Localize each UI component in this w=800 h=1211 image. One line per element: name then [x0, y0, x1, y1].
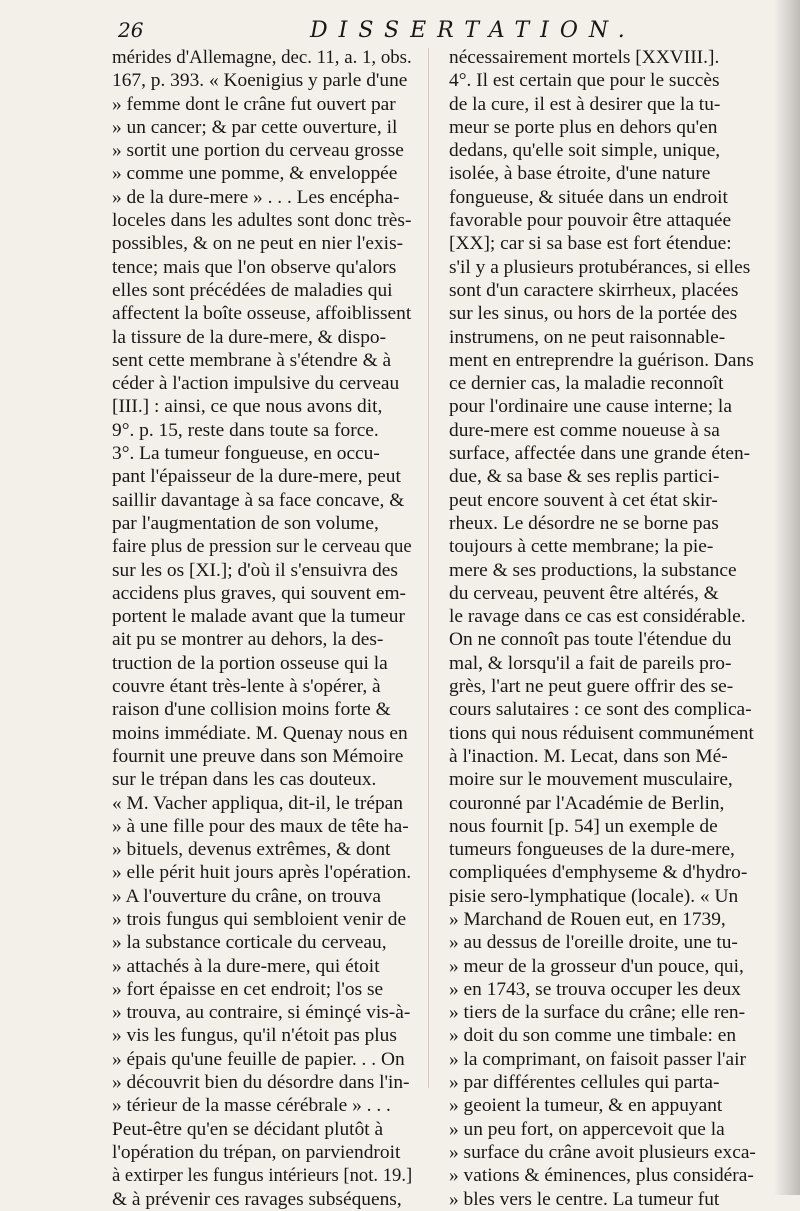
text-line: saillir davantage à sa face concave, & — [112, 489, 405, 511]
text-line: la tissure de la dure-mere, & dispo- — [112, 326, 387, 348]
text-line: » bles vers le centre. La tumeur fut — [449, 1188, 720, 1210]
text-line: de la cure, il est à desirer que la tu- — [449, 93, 721, 115]
text-line: » trouva, au contraire, si éminçé vis-à- — [112, 1002, 411, 1024]
text-line: » femme dont le crâne fut ouvert par — [112, 93, 396, 115]
text-line: ait pu se montrer au dehors, la des- — [112, 629, 384, 651]
text-line: » en 1743, se trouva occuper les deux — [449, 978, 741, 1000]
text-line: fongueuse, & située dans un endroit — [449, 186, 728, 208]
text-line: cours salutaires : ce sont des complica- — [449, 699, 752, 721]
text-line: ment en entreprendre la guérison. Dans — [449, 349, 754, 371]
text-line: » doit du son comme une timbale: en — [449, 1025, 737, 1047]
text-line: » un peu fort, on appercevoit que la — [449, 1118, 725, 1140]
text-line: » épais qu'une feuille de papier. . . On — [112, 1048, 405, 1070]
text-line: couvre étant très-lente à s'opérer, à — [112, 676, 381, 698]
text-line: pour l'ordinaire une cause interne; la — [449, 396, 732, 418]
text-line: surface, affectée dans une grande éten- — [449, 443, 751, 465]
page-number: 26 — [118, 18, 144, 42]
right-column — [449, 46, 769, 1211]
text-line: » meur de la grosseur d'un pouce, qui, — [449, 955, 744, 977]
text-line: couronné par l'Académie de Berlin, — [449, 792, 725, 814]
text-line: mal, & lorsqu'il a fait de pareils pro- — [449, 652, 732, 674]
text-line: « M. Vacher appliqua, dit-il, le trépan — [112, 792, 403, 814]
text-line: nécessairement mortels [XXVIII.]. — [449, 47, 720, 68]
text-line: » vis les fungus, qu'il n'étoit pas plus — [112, 1025, 397, 1047]
text-line: par l'augmentation de son volume, — [112, 512, 379, 534]
text-line: grès, l'art ne peut guere offrir des se- — [449, 676, 734, 698]
text-line: rheux. Le désordre ne se borne pas — [449, 512, 719, 534]
text-line: » elle périt huit jours après l'opération. — [112, 862, 412, 884]
text-line: nous fournit [p. 54] un exemple de — [449, 815, 718, 837]
text-line: On ne connoît pas toute l'étendue du — [449, 629, 732, 651]
text-line: moins immédiate. M. Quenay nous en — [112, 722, 408, 744]
text-line: » fort épaisse en cet endroit; l'os se — [112, 978, 384, 1000]
text-line: pant l'épaisseur de la dure-mere, peut — [112, 466, 401, 488]
text-line: » par différentes cellules qui parta- — [449, 1072, 720, 1094]
text-line: moire sur le mouvement musculaire, — [449, 769, 733, 791]
text-line: 3°. La tumeur fongueuse, en occu- — [112, 443, 380, 465]
text-line: peut encore souvent à cet état skir- — [449, 489, 718, 511]
text-line: mere & ses productions, la substance — [449, 559, 737, 581]
text-line: tence; mais que l'on observe qu'alors — [112, 256, 397, 278]
text-line: Peut-être qu'en se décidant plutôt à — [112, 1118, 384, 1140]
text-line: 4°. Il est certain que pour le succès — [449, 70, 720, 92]
text-line: elles sont précédées de maladies qui — [112, 279, 393, 301]
text-line: due, & sa base & ses replis partici- — [449, 466, 720, 488]
text-line: » tiers de la surface du crâne; elle ren- — [449, 1002, 746, 1024]
text-line: » térieur de la masse cérébrale » . . . — [112, 1095, 391, 1117]
text-line: isolée, à base étroite, d'une nature — [449, 163, 711, 185]
text-line: [XX]; car si sa base est fort étendue: — [449, 233, 732, 255]
text-line: ce dernier cas, la maladie reconnoît — [449, 373, 724, 395]
text-line: céder à l'action impulsive du cerveau — [112, 373, 400, 395]
text-line: sur les os [XI.]; d'où il s'ensuivra des — [112, 559, 398, 581]
text-line: truction de la portion osseuse qui la — [112, 652, 388, 674]
text-line: » un cancer; & par cette ouverture, il — [112, 116, 398, 138]
text-line: possibles, & on ne peut en nier l'exis- — [112, 233, 404, 255]
text-line: » Marchand de Rouen eut, en 1739, — [449, 908, 726, 930]
text-line: » au dessus de l'oreille droite, une tu- — [449, 932, 738, 954]
text-line: sur les sinus, ou hors de la portée des — [449, 303, 738, 325]
text-line: portent le malade avant que la tumeur — [112, 606, 405, 628]
text-line: mérides d'Allemagne, dec. 11, a. 1, obs. — [112, 47, 412, 68]
text-line: loceles dans les adultes sont donc très- — [112, 210, 412, 232]
text-line: sent cette membrane à s'étendre & à — [112, 349, 392, 371]
text-line: & à prévenir ces ravages subséquens, — [112, 1188, 402, 1210]
text-line: » trois fungus qui sembloient venir de — [112, 908, 407, 930]
text-line: dedans, qu'elle soit simple, unique, — [449, 140, 721, 162]
text-line: favorable pour pouvoir être attaquée — [449, 210, 732, 232]
text-line: » la substance corticale du cerveau, — [112, 932, 387, 954]
text-line: 167, p. 393. « Koenigius y parle d'une — [112, 70, 408, 92]
text-line: tions qui nous réduisent communément — [449, 722, 754, 744]
text-line: » comme une pomme, & enveloppée — [112, 163, 398, 185]
text-line: » attachés à la dure-mere, qui étoit — [112, 955, 380, 977]
text-line: instrumens, on ne peut raisonnable- — [449, 326, 726, 348]
text-line: à l'inaction. M. Lecat, dans son Mé- — [449, 745, 728, 767]
text-line: » la comprimant, on faisoit passer l'air — [449, 1048, 746, 1070]
page-edge-shadow — [774, 0, 800, 1195]
text-line: pisie sero-lymphatique (locale). « Un — [449, 885, 739, 907]
text-line: dure-mere est comme noueuse à sa — [449, 419, 720, 441]
text-line: » vations & éminences, plus considéra- — [449, 1165, 754, 1187]
left-column — [112, 46, 412, 1211]
text-line: accidens plus graves, qui souvent em- — [112, 582, 407, 604]
text-line: 9°. p. 15, reste dans toute sa force. — [112, 419, 379, 441]
text-line: à extirper les fungus intérieurs [not. 19.] — [112, 1165, 413, 1187]
text-line: » découvrit bien du désordre dans l'in- — [112, 1072, 410, 1094]
text-line: » de la dure-mere » . . . Les encépha- — [112, 186, 400, 208]
text-line: sont d'un caractere skirrheux, placées — [449, 279, 739, 301]
text-line: du cerveau, peuvent être altérés, & — [449, 582, 719, 604]
text-line: l'opération du trépan, on parviendroit — [112, 1141, 401, 1163]
text-line: affectent la boîte osseuse, affoiblissent — [112, 303, 412, 325]
text-line: compliquées d'emphyseme & d'hydro- — [449, 862, 748, 884]
column-gutter — [428, 48, 429, 1088]
text-line: » surface du crâne avoit plusieurs exca- — [449, 1141, 756, 1163]
running-title: DISSERTATION. — [310, 18, 636, 43]
text-line: le ravage dans ce cas est considérable. — [449, 606, 746, 628]
text-line: » sortit une portion du cerveau grosse — [112, 140, 404, 162]
text-line: fournit une preuve dans son Mémoire — [112, 745, 404, 767]
text-line: » à une fille pour des maux de tête ha- — [112, 815, 409, 837]
text-line: toujours à cette membrane; la pie- — [449, 536, 714, 558]
text-line: faire plus de pression sur le cerveau que — [112, 536, 412, 558]
text-line: » geoient la tumeur, & en appuyant — [449, 1095, 723, 1117]
text-line: meur se porte plus en dehors qu'en — [449, 116, 718, 138]
text-line: s'il y a plusieurs protubérances, si elles — [449, 256, 751, 278]
text-line: » bituels, devenus extrêmes, & dont — [112, 839, 391, 861]
text-line: sur le trépan dans les cas douteux. — [112, 769, 377, 791]
text-line: » A l'ouverture du crâne, on trouva — [112, 885, 381, 907]
text-line: tumeurs fongueuses de la dure-mere, — [449, 839, 735, 861]
text-line: [III.] : ainsi, ce que nous avons dit, — [112, 396, 383, 418]
text-line: raison d'une collision moins forte & — [112, 699, 391, 721]
